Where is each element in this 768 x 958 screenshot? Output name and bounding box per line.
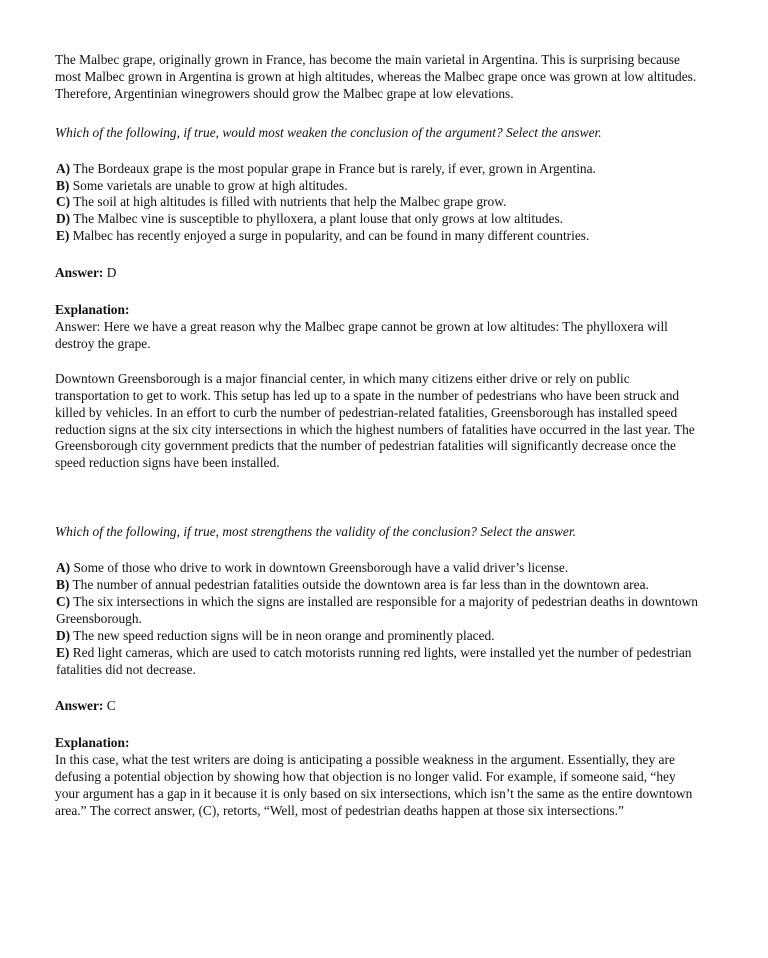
q1-passage: The Malbec grape, originally grown in France, has become the main varietal in Argentina. This is surprising because most Malbec grown in Argentina is grown at high altitudes, whereas the Malbec grape once was grown at low altitudes. Therefore, Argentinian winegrowers should grow the Malbec grape at low elevations. [55,52,697,101]
q1-explanation-label: Explanation: [55,302,130,318]
q1-option-d-text: The Malbec vine is susceptible to phylloxera, a plant louse that only grows at low altitudes. [70,211,564,227]
q2-explanation-label: Explanation: [55,735,130,751]
q2-option-d [55,628,700,645]
q1-option-b [55,178,700,195]
q2-answer [55,698,700,715]
q1-option-a [55,161,700,178]
q1-option-c-text: The soil at high altitudes is filled with nutrients that help the Malbec grape grow. [70,194,507,210]
q1-option-d-letter: D) [56,211,71,227]
q1-answer [55,265,700,282]
q1-answer-value: D [103,265,117,281]
q2-question: Which of the following, if true, most strengthens the validity of the conclusion? Select the answer. [55,524,576,540]
q1-option-e-text: Malbec has recently enjoyed a surge in popularity, and can be found in many different countries. [69,228,590,244]
q1-option-d [55,211,700,228]
q2-option-a-text: Some of those who drive to work in downtown Greensborough have a valid driver’s license. [70,560,569,576]
q1-option-b-text: Some varietals are unable to grow at high altitudes. [69,177,348,193]
q2-answer-label: Answer: [55,698,104,714]
q1-question: Which of the following, if true, would most weaken the conclusion of the argument? Select the answer. [55,124,602,140]
q1-explanation-text: Answer: Here we have a great reason why the Malbec grape cannot be grown at low altitudes: The phylloxera will destroy the grape. [55,318,668,351]
q2-options [55,560,700,678]
q1-option-c [55,194,700,211]
q1-options [55,161,700,246]
q2-option-d-letter: D) [56,627,71,643]
q2-option-a-letter: A) [56,560,71,576]
q2-option-d-text: The new speed reduction signs will be in neon orange and prominently placed. [70,627,495,643]
q2-option-b [55,577,700,594]
q2-option-b-text: The number of annual pedestrian fatalities outside the downtown area is far less than in the downtown area. [69,577,649,593]
q1-option-b-letter: B) [56,177,70,193]
q2-option-c [55,594,700,628]
q1-option-a-text: The Bordeaux grape is the most popular grape in France but is rarely, if ever, grown in Argentina. [70,160,596,176]
q2-answer-value: C [103,698,116,714]
q2-option-e-text: Red light cameras, which are used to catch motorists running red lights, were installed yet the number of pedestrian fatalities did not decrease. [56,644,692,677]
q1-answer-label: Answer: [55,265,104,281]
q2-option-c-letter: C) [56,593,71,609]
q1-option-e [55,228,700,245]
q1-option-e-letter: E) [56,228,70,244]
q2-passage: Downtown Greensborough is a major financial center, in which many citizens either drive or rely on public transportation to get to work. This setup has led up to a spate in the number of pedestrians who have been struck and killed by vehicles. In an effort to curb the number of pedestrian-related fatalities, Greensborough has installed speed reduction signs at the six city intersections in which the highest numbers of fatalities have occurred in the last year. The Greensborough city government predicts that the number of pedestrian fatalities will significantly decrease once the speed reduction signs have been installed. [55,370,695,471]
document-page [55,52,700,820]
q2-option-a [55,560,700,577]
q2-option-e-letter: E) [56,644,70,660]
q2-explanation-text: In this case, what the test writers are doing is anticipating a possible weakness in the argument. Essentially, they are defusing a potential objection by showing how that objection is no longer valid. For example, if someone said, “hey your argument has a gap in it because it is only based on six intersections, which isn’t the same as the entire downtown area.” The correct answer, (C), retorts, “Well, most of pedestrian deaths happen at those six intersections.” [55,752,693,818]
q1-option-c-letter: C) [56,194,71,210]
q2-option-e [55,645,700,679]
q1-option-a-letter: A) [56,160,71,176]
q2-option-c-text: The six intersections in which the signs are installed are responsible for a majority of pedestrian deaths in downtown Greensborough. [56,593,698,626]
q2-option-b-letter: B) [56,577,70,593]
